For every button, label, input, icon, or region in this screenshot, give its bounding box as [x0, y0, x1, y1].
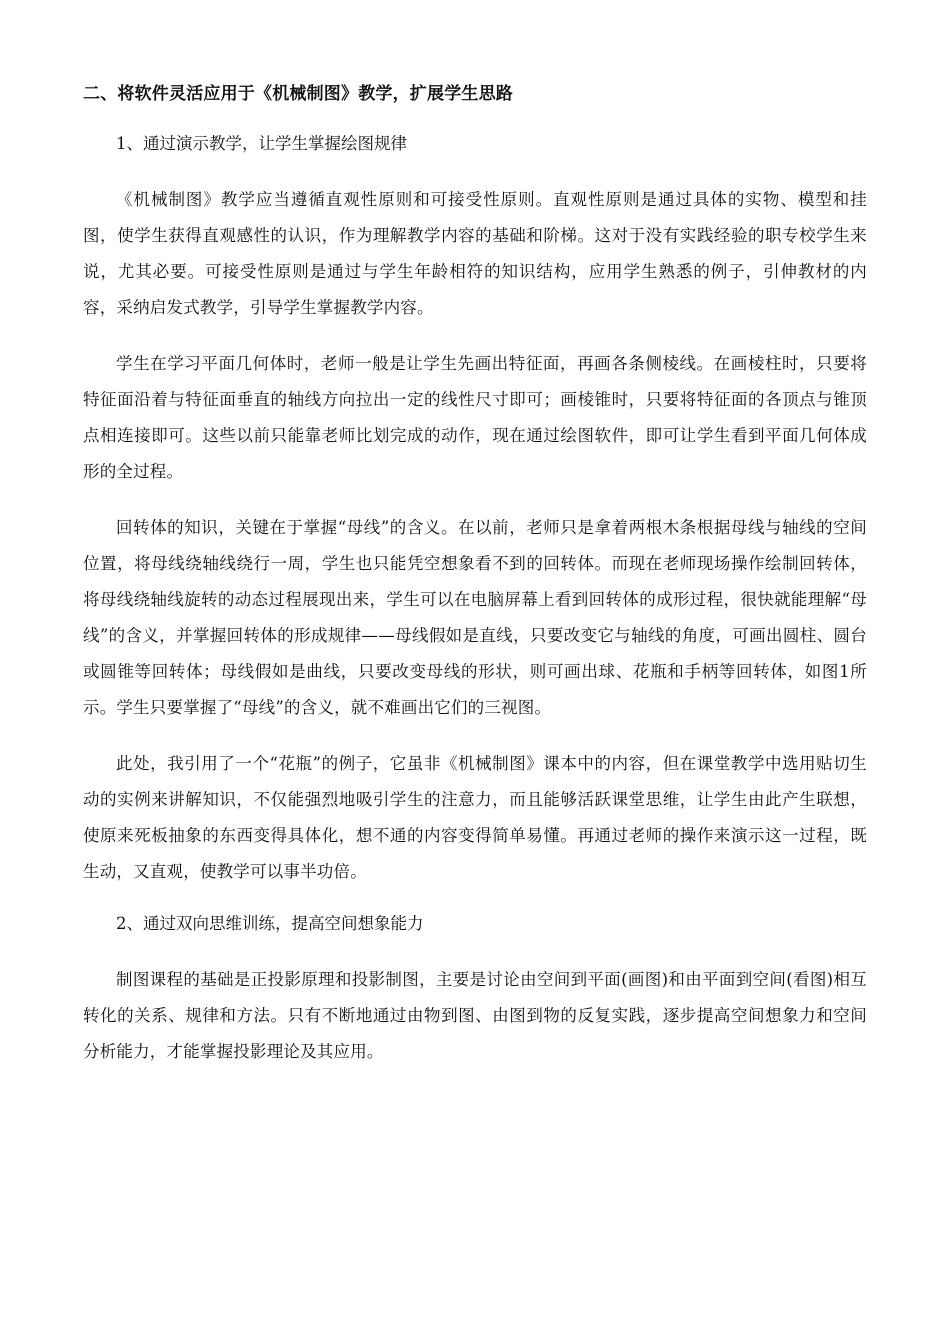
subsection-title-1: 1、通过演示教学，让学生掌握绘图规律 — [116, 134, 407, 153]
paragraph-vase-example: 此处，我引用了一个“花瓶”的例子，它虽非《机械制图》课本中的内容，但在课堂教学中选用贴切生动的实例来讲解知识，不仅能强烈地吸引学生的注意力，而且能够活跃课堂思维，让学生由此产生联想，使原来死板抽象的东西变得具体化，想不通的内容变得简单易懂。再通过老师的操作来演示这一过程，既生动，又直观，使教学可以事半功倍。 — [83, 754, 867, 881]
paragraph-revolution-solids: 回转体的知识，关键在于掌握“母线”的含义。在以前，老师只是拿着两根木条根据母线与轴线的空间位置，将母线绕轴线绕行一周，学生也只能凭空想象看不到的回转体。而现在老师现场操作绘制回转体，将母线绕轴线旋转的动态过程展现出来，学生可以在电脑屏幕上看到回转体的成形过程，很快就能理解“母线”的含义，并掌握回转体的形成规律——母线假如是直线，只要改变它与轴线的角度，可画出圆柱、圆台或圆锥等回转体；母线假如是曲线，只要改变母线的形状，则可画出球、花瓶和手柄等回转体，如图1所示。学生只要掌握了“母线”的含义，就不难画出它们的三视图。 — [83, 518, 867, 717]
document-body — [83, 80, 867, 1090]
section-heading: 二、将软件灵活应用于《机械制图》教学，扩展学生思路 — [83, 84, 513, 104]
paragraph-projection-basics: 制图课程的基础是正投影原理和投影制图，主要是讨论由空间到平面(画图)和由平面到空间(看图)相互转化的关系、规律和方法。只有不断地通过由物到图、由图到物的反复实践，逐步提高空间想象力和空间分析能力，才能掌握投影理论及其应用。 — [83, 970, 867, 1061]
paragraph-principles: 《机械制图》教学应当遵循直观性原则和可接受性原则。直观性原则是通过具体的实物、模型和挂图，使学生获得直观感性的认识，作为理解教学内容的基础和阶梯。这对于没有实践经验的职专校学生来说，尤其必要。可接受性原则是通过与学生年龄相符的知识结构，应用学生熟悉的例子，引伸教材的内容，采纳启发式教学，引导学生掌握教学内容。 — [83, 190, 867, 317]
subsection-title-2: 2、通过双向思维训练，提高空间想象能力 — [116, 914, 424, 933]
paragraph-plane-solids: 学生在学习平面几何体时，老师一般是让学生先画出特征面，再画各条侧棱线。在画棱柱时，只要将特征面沿着与特征面垂直的轴线方向拉出一定的线性尺寸即可；画棱锥时，只要将特征面的各顶点与锥顶点相连接即可。这些以前只能靠老师比划完成的动作，现在通过绘图软件，即可让学生看到平面几何体成形的全过程。 — [83, 354, 867, 481]
